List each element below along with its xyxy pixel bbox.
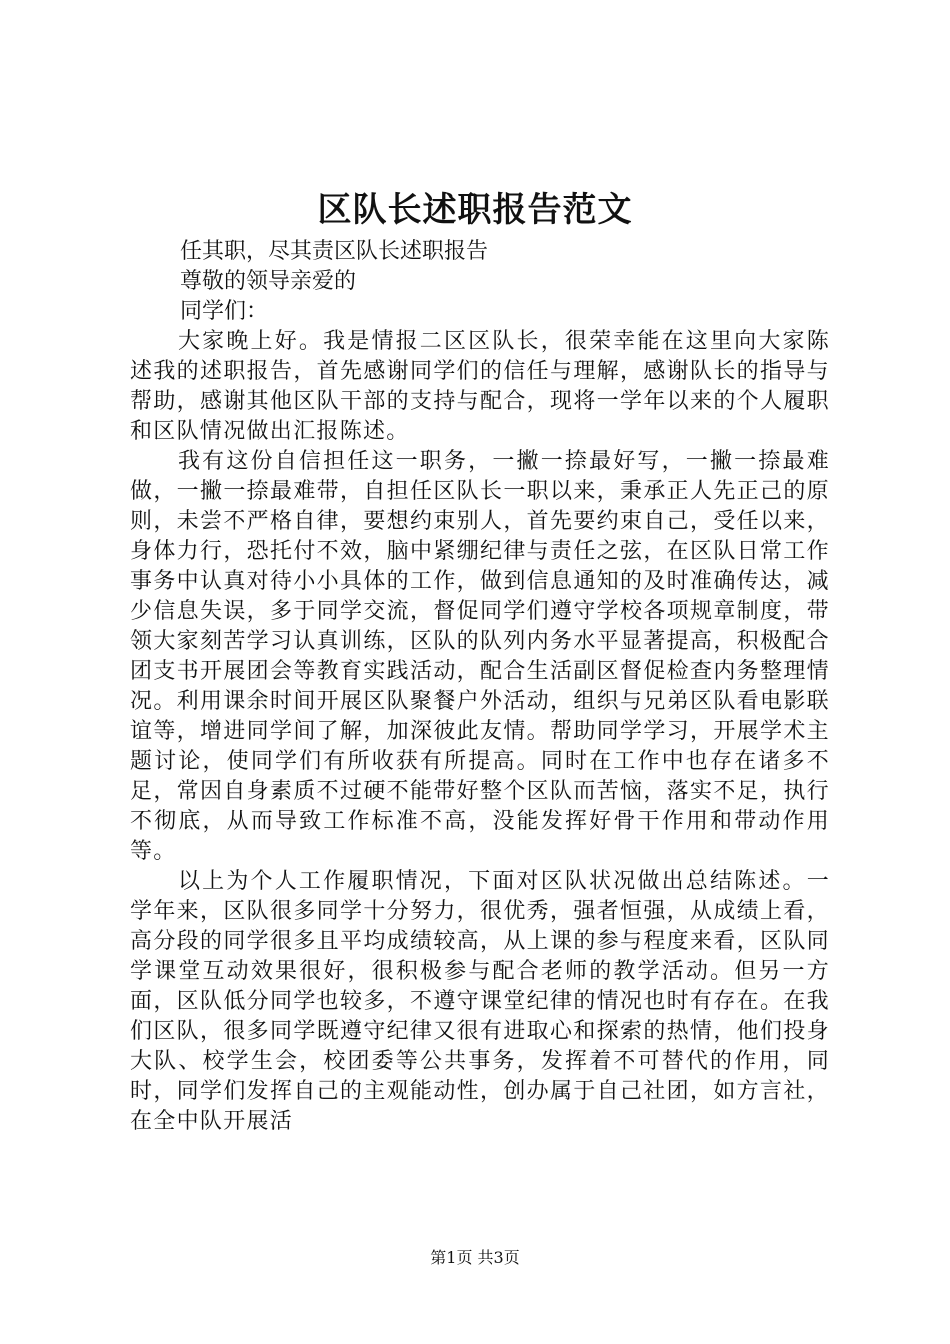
paragraph-greeting: 大家晚上好。我是情报二区区队长，很荣幸能在这里向大家陈述我的述职报告，首先感谢同学们的信任与理解，感谢队长的指导与帮助，感谢其他区队干部的支持与配合，现将一学年以来的个人履职和区队情况做出汇报陈述。: [130, 329, 830, 444]
page-number-footer: 第1页 共3页: [430, 1248, 520, 1267]
document-body: [130, 327, 830, 1137]
document-title: 区队长述职报告范文: [317, 190, 633, 230]
document-subtitle: 任其职，尽其责区队长述职报告: [180, 239, 489, 264]
paragraph-personal-duties: 我有这份自信担任这一职务，一撇一捺最好写，一撇一捺最难做，一撇一捺最难带，自担任区队长一职以来，秉承正人先正己的原则，未尝不严格自律，要想约束别人，首先要约束自己，受任以来，身体力行，恐托付不效，脑中紧绷纪律与责任之弦，在区队日常工作事务中认真对待小小具体的工作，做到信息通知的及时准确传达，减少信息失误，多于同学交流，督促同学们遵守学校各项规章制度，带领大家刻苦学习认真训练，区队的队列内务水平显著提高，积极配合团支书开展团会等教育实践活动，配合生活副区督促检查内务整理情况。利用课余时间开展区队聚餐户外活动，组织与兄弟区队看电影联谊等，增进同学间了解，加深彼此友情。帮助同学学习，开展学术主题讨论，使同学们有所收获有所提高。同时在工作中也存在诸多不足，常因自身素质不过硬不能带好整个区队而苦恼，落实不足，执行不彻底，从而导致工作标准不高，没能发挥好骨干作用和带动作用等。: [130, 449, 830, 864]
paragraph-team-summary: 以上为个人工作履职情况，下面对区队状况做出总结陈述。一学年来，区队很多同学十分努力，很优秀，强者恒强，从成绩上看，高分段的同学很多且平均成绩较高，从上课的参与程度来看，区队同学课堂互动效果很好，很积极参与配合老师的教学活动。但另一方面，区队低分同学也较多，不遵守课堂纪律的情况也时有存在。在我们区队，很多同学既遵守纪律又很有进取心和探索的热情，他们投身大队、校学生会，校团委等公共事务，发挥着不可替代的作用，同时，同学们发挥自己的主观能动性，创办属于自己社团，如方言社，在全中队开展活: [130, 869, 830, 1134]
salutation-line-1: 尊敬的领导亲爱的: [180, 269, 357, 294]
salutation-line-2: 同学们：: [180, 299, 269, 324]
